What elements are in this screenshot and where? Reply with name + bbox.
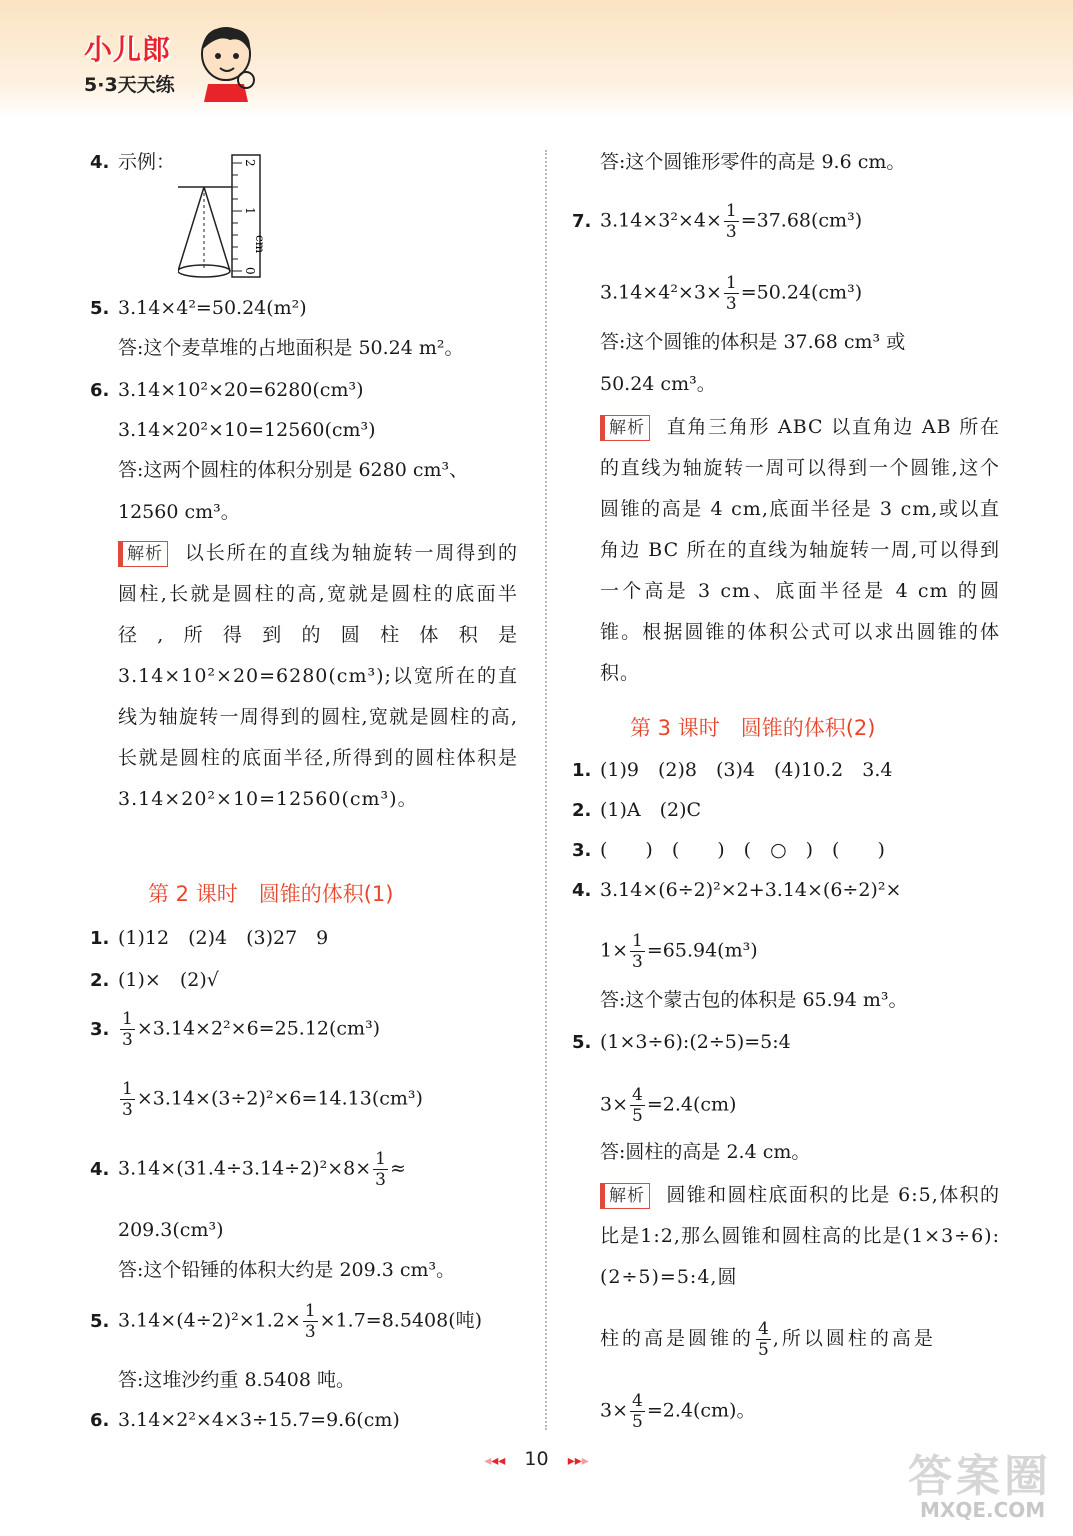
lesson-2-title: 第 2 课时 圆锥的体积(1) — [148, 882, 394, 906]
fraction-four-fifths: $\frac{4}{5}$ — [632, 1085, 643, 1126]
q4-label: 4. — [90, 152, 110, 173]
l2-q3-formula-b: ×3.14×(3÷2)²×6=14.13(cm³) — [136, 1087, 423, 1110]
ruler-mark-1: 1 — [243, 207, 257, 215]
analysis-3 — [572, 1175, 1000, 1298]
l2-q6-row — [90, 1407, 400, 1434]
l2-q1-text: (1)12 (2)4 (3)27 9 — [118, 927, 329, 949]
analysis-3-c-start: 3× — [600, 1399, 629, 1422]
l2-q5-formula-a: 3.14×(4÷2)²×1.2× — [118, 1309, 301, 1332]
l2-q2-label: 2. — [90, 970, 110, 991]
l2-q1-label: 1. — [90, 928, 110, 949]
fraction-one-third: $\frac{1}{3}$ — [725, 273, 737, 314]
l2-q4-formula-a: 3.14×(31.4÷3.14÷2)²×8× — [118, 1157, 372, 1180]
l3-q4-label: 4. — [572, 880, 592, 901]
analysis-1-text: 以长所在的直线为轴旋转一周得到的圆柱,长就是圆柱的高,宽就是圆柱的底面半径,所得到的圆柱体积是 3.14×10²×20=6280(cm³);以宽所在的直线为轴旋转一周得到的圆柱,宽就是圆柱的高,长就是圆柱的底面半径,所得到的圆柱体积是 3.14×20²×10=12560(cm³)。 — [118, 542, 518, 810]
l3-q5-label: 5. — [572, 1032, 592, 1053]
l3-q5-formula-a: (1×3÷6):(2÷5)=5:4 — [600, 1031, 791, 1053]
l2-q4-formula-b: 209.3(cm³) — [118, 1219, 224, 1241]
fraction-one-third: $\frac{1}{3}$ — [375, 1149, 386, 1190]
l2-q1-row — [90, 925, 328, 952]
ruler-unit: cm — [253, 235, 267, 254]
q6-label: 6. — [90, 380, 110, 401]
q7-answer-2: 50.24 cm³。 — [600, 373, 716, 395]
fraction-four-fifths: $\frac{4}{5}$ — [758, 1319, 769, 1360]
q4-row — [90, 149, 175, 176]
analysis-3-c-end: =2.4(cm)。 — [646, 1399, 756, 1422]
q5-formula: 3.14×4²=50.24(m²) — [118, 297, 307, 319]
analysis-1 — [90, 533, 518, 820]
l3-q1-row — [572, 757, 892, 784]
l3-q2-text: (1)A (2)C — [600, 799, 702, 821]
l2-q4-label: 4. — [90, 1158, 110, 1180]
q6-formula-2: 3.14×20²×10=12560(cm³) — [118, 419, 376, 441]
l2-q3-row-a — [90, 1009, 380, 1050]
l2-q4-row-a — [90, 1149, 406, 1190]
l3-q4-formula-b-start: 1× — [600, 939, 629, 962]
logo-title: 小儿郎 — [84, 33, 172, 66]
analysis-3-line-b — [572, 1319, 936, 1360]
l2-q4-answer: 答:这个铅锤的体积大约是 209.3 cm³。 — [118, 1259, 456, 1281]
l2-q3-label: 3. — [90, 1018, 110, 1040]
l2-q2-text: (1)× (2)√ — [118, 969, 219, 991]
analysis-2 — [572, 407, 1000, 694]
q6-answer-right: 答:这个圆锥形零件的高是 9.6 cm。 — [600, 151, 906, 173]
q7-formula-b: 3.14×4²×3× — [600, 281, 722, 304]
fraction-one-third: $\frac{1}{3}$ — [725, 201, 737, 242]
approx-sign: ≈ — [389, 1157, 406, 1180]
l3-q5-answer: 答:圆柱的高是 2.4 cm。 — [600, 1141, 811, 1163]
l3-q3-label: 3. — [572, 840, 592, 861]
l2-q5-row — [90, 1301, 482, 1342]
l3-q2-label: 2. — [572, 800, 592, 821]
analysis-3-line-c — [572, 1391, 755, 1432]
cone-ruler-figure — [178, 153, 268, 281]
ruler-mark-2: 2 — [243, 159, 257, 167]
analysis-tag: 解析 — [118, 541, 168, 567]
analysis-tag: 解析 — [600, 1183, 650, 1209]
l2-q3-row-b — [90, 1079, 423, 1120]
fraction-four-fifths: $\frac{4}{5}$ — [632, 1391, 643, 1432]
watermark — [890, 1440, 1060, 1530]
q6-answer-2: 12560 cm³。 — [118, 501, 240, 523]
q5-answer: 答:这个麦草堆的占地面积是 50.24 m²。 — [118, 337, 464, 359]
l2-q5-answer: 答:这堆沙约重 8.5408 吨。 — [118, 1369, 355, 1391]
q7-result-b: =50.24(cm³) — [740, 281, 863, 304]
l3-q4-row-b — [572, 931, 758, 972]
q7-row-b — [572, 273, 862, 314]
l2-q5-formula-b: ×1.7=8.5408(吨) — [319, 1309, 483, 1332]
q7-row-a — [572, 201, 862, 242]
l2-q6-label: 6. — [90, 1410, 110, 1431]
watermark-line-1: 答案圈 — [908, 1451, 1052, 1502]
q6-row — [90, 377, 364, 404]
fraction-one-third: $\frac{1}{3}$ — [122, 1009, 133, 1050]
analysis-2-text: 直角三角形 ABC 以直角边 AB 所在的直线为轴旋转一周可以得到一个圆锥,这个圆锥的高是 4 cm,底面半径是 3 cm,或以直角边 BC 所在的直线为轴旋转一周,可以得到一个高是 3 cm、底面半径是 4 cm 的圆锥。根据圆锥的体积公式可以求出圆锥的体积。 — [600, 416, 1000, 684]
l3-q3-row — [572, 837, 885, 864]
q7-result-a: =37.68(cm³) — [740, 209, 863, 232]
q6-formula-1: 3.14×10²×20=6280(cm³) — [118, 379, 364, 401]
q5-label: 5. — [90, 298, 110, 319]
lesson-3-title: 第 3 课时 圆锥的体积(2) — [630, 716, 876, 740]
fraction-one-third: $\frac{1}{3}$ — [304, 1301, 316, 1342]
l3-q4-row-a — [572, 877, 901, 904]
ruler-mark-0: 0 — [243, 267, 257, 275]
next-arrows-icon: ▸▸▸ — [567, 1453, 589, 1469]
column-divider — [545, 150, 547, 1430]
q7-label: 7. — [572, 210, 592, 232]
fraction-one-third: $\frac{1}{3}$ — [632, 931, 643, 972]
l2-q5-label: 5. — [90, 1310, 110, 1332]
analysis-3-b-start: 柱的高是圆锥的 — [600, 1327, 755, 1350]
l2-q2-row — [90, 967, 219, 994]
brand-logo — [78, 22, 258, 102]
mascot-icon — [190, 22, 260, 102]
q4-text: 示例： — [118, 151, 176, 173]
l2-q6-formula: 3.14×2²×4×3÷15.7=9.6(cm) — [118, 1409, 400, 1431]
analysis-tag: 解析 — [600, 415, 650, 441]
l3-q1-text: (1)9 (2)8 (3)4 (4)10.2 3.4 — [600, 759, 893, 781]
q7-formula-a: 3.14×3²×4× — [600, 209, 722, 232]
q5-row — [90, 295, 307, 322]
l3-q5-row-a — [572, 1029, 791, 1056]
fraction-one-third: $\frac{1}{3}$ — [122, 1079, 133, 1120]
l3-q1-label: 1. — [572, 760, 592, 781]
q7-answer-1: 答:这个圆锥的体积是 37.68 cm³ 或 — [600, 331, 906, 353]
l3-q4-answer: 答:这个蒙古包的体积是 65.94 m³。 — [600, 989, 908, 1011]
l3-q5-formula-b-start: 3× — [600, 1093, 629, 1116]
watermark-line-2: MXQE.COM — [920, 1498, 1046, 1522]
q6-answer-1: 答:这两个圆柱的体积分别是 6280 cm³、 — [118, 459, 469, 481]
l3-q5-result: =2.4(cm) — [646, 1093, 737, 1116]
l3-q3-text: ( ) ( ) ( ○ ) ( ) — [600, 839, 885, 861]
prev-arrows-icon: ◂◂◂ — [484, 1453, 506, 1469]
l3-q4-result: =65.94(m³) — [646, 939, 758, 962]
page-number: 10 — [524, 1448, 549, 1470]
logo-subtitle: 5·3天天练 — [84, 74, 175, 96]
l3-q2-row — [572, 797, 701, 824]
l3-q4-formula-a: 3.14×(6÷2)²×2+3.14×(6÷2)²× — [600, 879, 902, 901]
analysis-3-b-end: ,所以圆柱的高是 — [772, 1327, 936, 1350]
l3-q5-row-b — [572, 1085, 736, 1126]
analysis-3-text: 圆锥和圆柱底面积的比是 6:5,体积的比是1:2,那么圆锥和圆柱高的比是(1×3÷6):(2÷5)=5:4,圆 — [600, 1184, 1000, 1288]
l2-q3-formula-a: ×3.14×2²×6=25.12(cm³) — [136, 1017, 381, 1040]
